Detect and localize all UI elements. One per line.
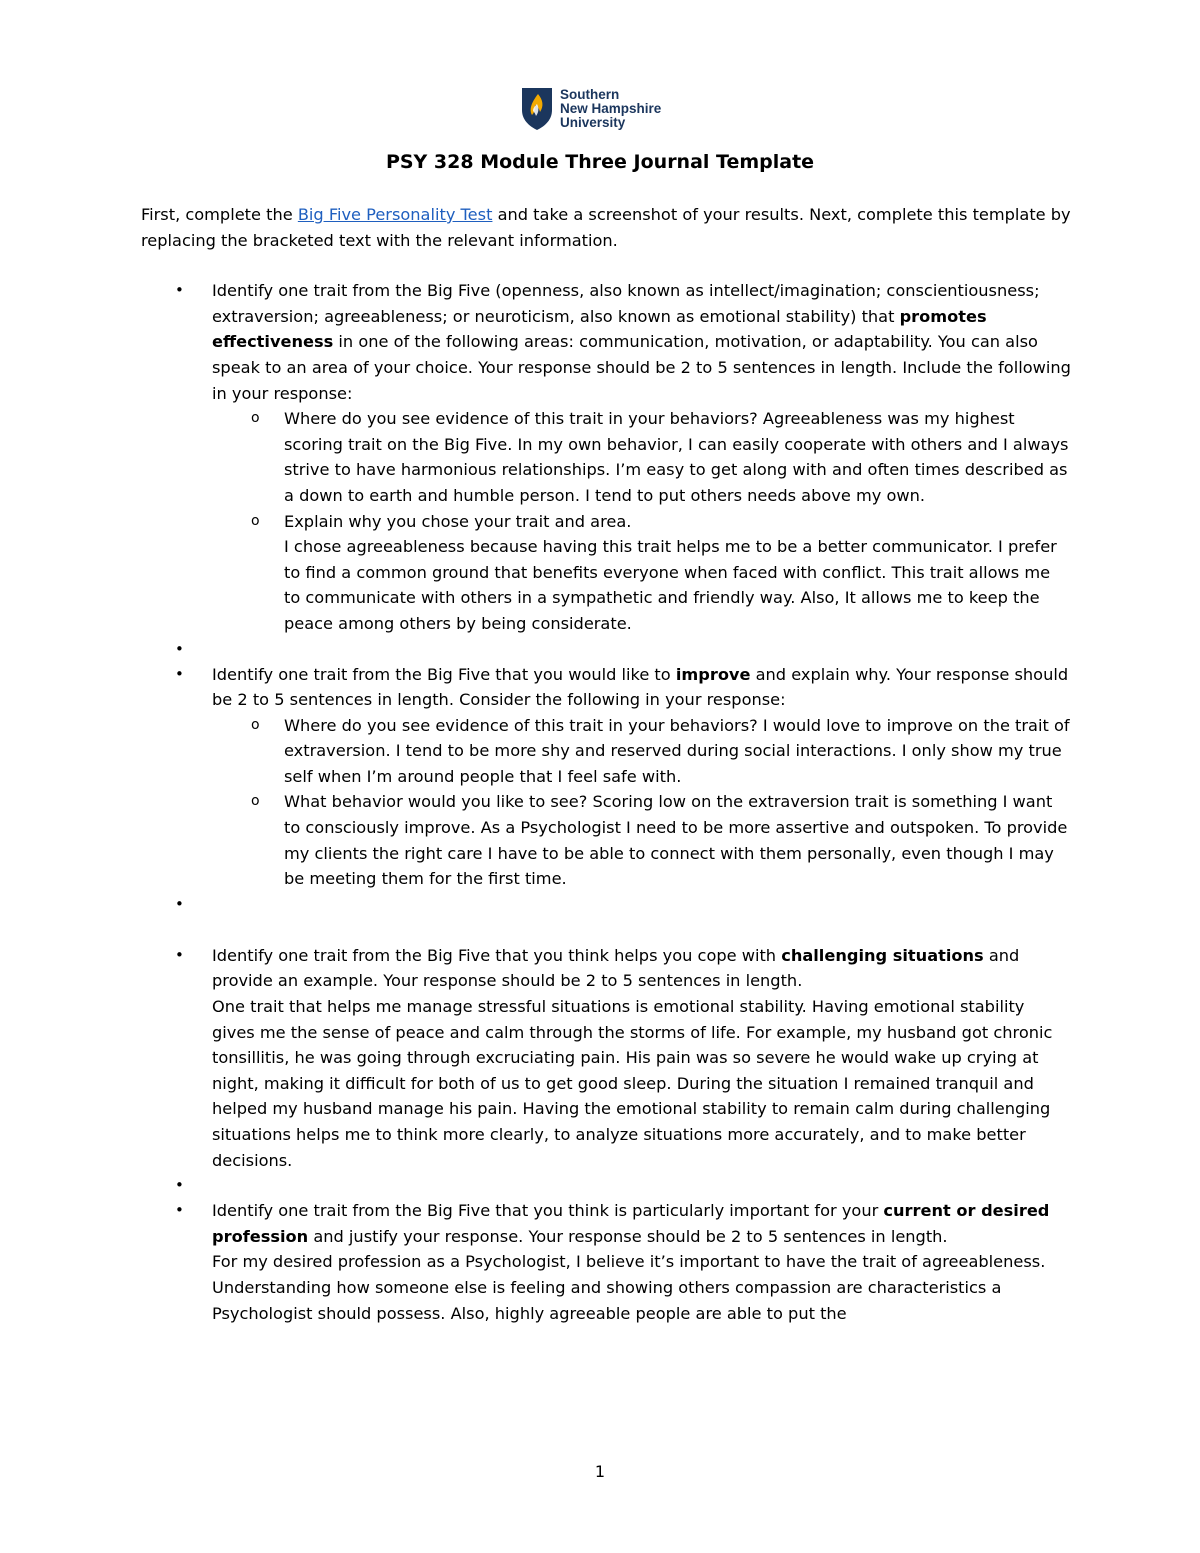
document-body: [141, 202, 1071, 1326]
sub-list-item: o Where do you see evidence of this trait in your behaviors? I would love to improve on the trait of extraversion. I tend to be more shy and reserved during social interactions. I only show my true self when I’m around people that I feel safe with.: [141, 713, 1071, 790]
prompt-list: [141, 278, 1071, 1326]
prompt-text: Identify one trait from the Big Five that you would like to: [212, 664, 676, 684]
sub-list: [212, 406, 1071, 636]
logo-line-3: University: [560, 115, 626, 130]
answer-text: One trait that helps me manage stressful situations is emotional stability. Having emotional stability gives me the sense of peace and calm through the storms of life. For example, my husband got chronic tonsillitis, he was going through excruciating pain. His pain was so severe he would wake up crying at night, making it difficult for both of us to get good sleep. During the situation I remained tranquil and helped my husband manage his pain. Having the emotional stability to remain calm during challenging situations helps me to think more clearly, to analyze situations more accurately, and to make better decisions.: [212, 997, 1053, 1170]
prompt-text: Identify one trait from the Big Five that you think is particularly important for your: [212, 1201, 884, 1221]
list-item: [141, 1198, 1071, 1326]
intro-paragraph: [141, 202, 1071, 253]
sub-list: [212, 713, 1071, 892]
list-item: [141, 662, 1071, 892]
prompt-emphasis: improve: [675, 664, 751, 684]
prompt-text: in one of the following areas: communication, motivation, or adaptability. You can also speak to an area of your choice. Your response should be 2 to 5 sentences in length. Include the following in your response:: [212, 332, 1071, 403]
shield-flame-icon: [521, 86, 553, 132]
page-number: 1: [594, 1462, 606, 1481]
sub-list-item: o Where do you see evidence of this trait in your behaviors? Agreeableness was my highest scoring trait on the Big Five. In my own behavior, I can easily cooperate with others and I always strive to have harmonious relationships. I’m easy to get along with and often times described as a down to earth and humble person. I tend to put others needs above my own.: [141, 406, 1071, 508]
logo-line-2: New Hampshire: [560, 101, 662, 116]
sub-list-item: [141, 509, 1071, 637]
sub-list-item: o What behavior would you like to see? Scoring low on the extraversion trait is something I want to consciously improve. As a Psychologist I need to be more assertive and outspoken. To provide my clients the right care I have to be able to connect with them personally, even though I may be meeting them for the first time.: [141, 789, 1071, 891]
logo-line-1: Southern: [560, 87, 620, 102]
intro-text-after: and take a screenshot of your results. Next, complete this template by replacing the bracketed text with the relevant information.: [141, 205, 1071, 250]
answer-text: For my desired profession as a Psychologist, I believe it’s important to have the trait of agreeableness. Understanding how someone else is feeling and showing others compassion are characteristics a Psychologist should possess. Also, highly agreeable people are able to put the: [212, 1252, 1046, 1323]
prompt-text: and explain why. Your response should be 2 to 5 sentences in length. Consider the following in your response:: [212, 664, 1069, 710]
list-item: [141, 943, 1071, 1173]
prompt-text: Identify one trait from the Big Five that you think helps you cope with: [212, 945, 782, 965]
prompt-emphasis: promotes effectiveness: [212, 306, 987, 352]
prompt-emphasis: challenging situations: [781, 945, 984, 965]
big-five-test-link[interactable]: Big Five Personality Test: [297, 205, 493, 224]
list-item: [141, 278, 1071, 636]
sub-question: Explain why you chose your trait and area.: [284, 511, 632, 531]
snhu-logo: [521, 84, 681, 134]
page-title: PSY 328 Module Three Journal Template: [385, 151, 815, 173]
sub-answer: I chose agreeableness because having this trait helps me to be a better communicator. I prefer to find a common ground that benefits everyone when faced with conflict. This trait allows me to communicate with others in a sympathetic and friendly way. Also, It allows me to keep the peace among others by being considerate.: [284, 537, 1057, 633]
logo-wordmark: [560, 88, 661, 130]
prompt-emphasis: current or desired profession: [212, 1201, 1050, 1246]
prompt-text: Identify one trait from the Big Five (openness, also known as intellect/imagination; conscientiousness; extraversion; agreeableness; or neuroticism, also known as emotional stability) that: [212, 281, 1040, 326]
prompt-text: and provide an example. Your response should be 2 to 5 sentences in length.: [212, 945, 1020, 991]
intro-text-before: First, complete the: [141, 205, 298, 224]
prompt-text: and justify your response. Your response should be 2 to 5 sentences in length.: [308, 1226, 948, 1246]
